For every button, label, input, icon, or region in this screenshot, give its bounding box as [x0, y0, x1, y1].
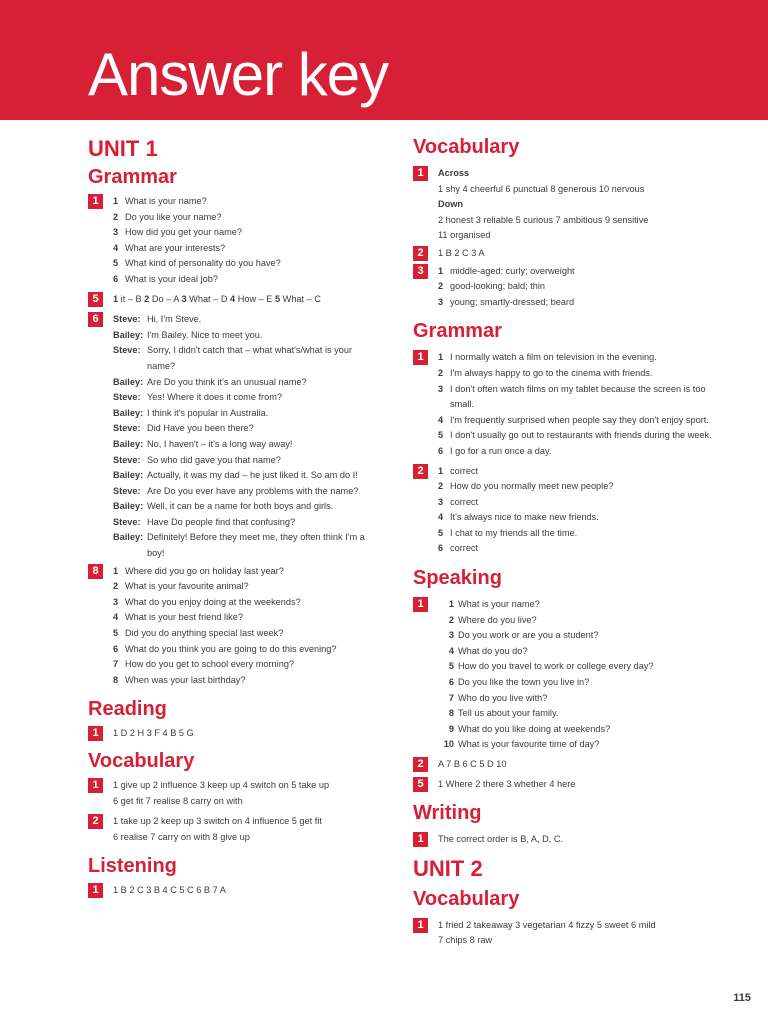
- item-text: I chat to my friends all the time.: [450, 527, 578, 538]
- answer-item: [113, 210, 378, 226]
- item-text: I don't usually go out to restaurants with friends during the week.: [450, 430, 712, 441]
- down-answers: 11 organised: [438, 230, 491, 241]
- exercise-number: 1: [413, 166, 428, 181]
- answer-item: [113, 194, 378, 210]
- answer-item: [438, 706, 713, 722]
- item-text: middle-aged; curly; overweight: [450, 265, 575, 276]
- dialogue-line: [113, 437, 378, 453]
- item-text: I normally watch a film on television in the evening.: [450, 352, 657, 363]
- speaker-name: Steve:: [113, 392, 141, 403]
- item-number: 5: [113, 628, 119, 639]
- item-number: 2: [438, 481, 444, 492]
- answer-item: [113, 564, 378, 580]
- item-text: What – D: [186, 293, 231, 304]
- unit-2-vocabulary-heading: Vocabulary: [413, 887, 520, 910]
- item-number: 4: [448, 645, 454, 656]
- speaker-name: Bailey:: [113, 376, 144, 387]
- exercise-number: 1: [88, 194, 103, 209]
- item-text: How do you get to school every morning?: [125, 659, 295, 670]
- exercise-number: 1: [88, 883, 103, 898]
- speaking-heading: Speaking: [413, 567, 502, 590]
- answer-item: [438, 526, 713, 542]
- answer-item: [438, 613, 713, 629]
- item-text: What do you think you are going to do this evening?: [125, 643, 337, 654]
- item-number: 4: [113, 242, 119, 253]
- grammar-exercise-8: [88, 564, 378, 689]
- speaker-name: Steve:: [113, 345, 141, 356]
- dialogue-line: [113, 390, 378, 406]
- dialogue-text: Are Do you think it's an unusual name?: [147, 376, 307, 387]
- answer-item: [438, 510, 713, 526]
- unit-1-heading: UNIT 1: [88, 136, 158, 161]
- down-label: Down: [438, 199, 464, 210]
- item-number: 3: [438, 296, 444, 307]
- answer-line: 6 realise 7 carry on with 8 give up: [113, 831, 250, 842]
- item-number: 1: [448, 599, 454, 610]
- answer-inline: 1 D 2 H 3 F 4 B 5 G: [113, 728, 194, 739]
- item-number: 3: [438, 496, 444, 507]
- down-answers: 2 honest 3 reliable 5 curious 7 ambitious 9 sensitive: [438, 214, 649, 225]
- item-text: I'm always happy to go to the cinema with friends.: [450, 367, 653, 378]
- item-text: What is your name?: [458, 599, 540, 610]
- item-number: 10: [443, 739, 454, 750]
- dialogue-text: Actually, it was my dad – he just liked it. So am do I!: [147, 470, 358, 481]
- answer-inline: 1 B 2 C 3 B 4 C 5 C 6 B 7 A: [113, 885, 226, 896]
- dialogue-line: [113, 499, 378, 515]
- speaker-name: Bailey:: [113, 501, 144, 512]
- answer-item: [438, 264, 713, 280]
- item-number: 1: [438, 265, 444, 276]
- answer-list: [113, 194, 378, 288]
- dialogue-text: So who did gave you that name?: [147, 454, 281, 465]
- item-number: 9: [448, 723, 454, 734]
- item-text: correct: [450, 496, 479, 507]
- item-text: What is your name?: [125, 196, 207, 206]
- answer-item: [438, 444, 713, 460]
- item-text: I go for a run once a day.: [450, 445, 552, 456]
- answer-inline: A 7 B 6 C 5 D 10: [438, 759, 507, 769]
- answer-list: [438, 264, 713, 311]
- dialogue-line: [113, 515, 378, 531]
- answer-list: [113, 564, 378, 689]
- item-number: 3: [181, 293, 187, 304]
- answer-line: 7 chips 8 raw: [438, 935, 493, 946]
- answer-item: [113, 626, 378, 642]
- vocabulary-heading-right: Vocabulary: [413, 136, 520, 158]
- item-text: How do you travel to work or college every day?: [458, 661, 654, 672]
- answer-item: [438, 691, 713, 707]
- exercise-number: 1: [413, 597, 428, 612]
- dialogue-line: [113, 484, 378, 500]
- item-text: How – E: [235, 293, 275, 304]
- grammar-exercise-1-right: [413, 350, 713, 459]
- dialogue-line: [113, 406, 378, 422]
- exercise-number: 6: [88, 312, 103, 327]
- exercise-number: 1: [88, 726, 103, 741]
- answer-item: [113, 610, 378, 626]
- answer-item: [438, 628, 713, 644]
- answer-item: [113, 595, 378, 611]
- listening-exercise-1: [88, 883, 378, 899]
- answer-item: [113, 225, 378, 241]
- item-text: Who do you live with?: [458, 692, 548, 703]
- writing-heading: Writing: [413, 802, 482, 825]
- exercise-number: 1: [413, 350, 428, 365]
- speaking-exercise-5: [413, 777, 713, 793]
- vocabulary-exercise-2-left: [88, 814, 378, 845]
- grammar-exercise-6: [88, 312, 378, 562]
- item-number: 2: [438, 281, 444, 292]
- speaker-name: Steve:: [113, 314, 141, 325]
- reading-heading: Reading: [88, 698, 167, 721]
- across-answers: 1 shy 4 cheerful 6 punctual 8 generous 10 nervous: [438, 183, 645, 194]
- exercise-number: 8: [88, 564, 103, 579]
- item-number: 2: [113, 211, 119, 222]
- item-number: 4: [438, 512, 444, 523]
- item-text: What do you like doing at weekends?: [458, 723, 611, 734]
- item-text: Do you like your name?: [125, 211, 222, 222]
- item-text: Where do you live?: [458, 614, 537, 625]
- item-text: I don't often watch films on my tablet because the screen is too small.: [450, 383, 706, 410]
- answer-item: [438, 659, 713, 675]
- answer-item: [113, 673, 378, 689]
- grammar-heading-right: Grammar: [413, 320, 502, 343]
- dialogue-text: I think it's popular in Australia.: [147, 407, 269, 418]
- title-banner: [0, 0, 768, 120]
- answer-inline: 1 B 2 C 3 A: [438, 247, 485, 258]
- dialogue-text: Did Have you been there?: [147, 423, 254, 434]
- item-text: What is your favourite time of day?: [458, 739, 600, 750]
- dialogue-line: [113, 530, 378, 561]
- answer-item: [438, 644, 713, 660]
- exercise-number: 2: [413, 464, 428, 479]
- dialogue-text: Are Do you ever have any problems with the name?: [147, 485, 359, 496]
- answer-item: [438, 737, 713, 753]
- item-number: 5: [438, 527, 444, 538]
- speaker-name: Steve:: [113, 485, 141, 496]
- item-number: 6: [438, 543, 444, 554]
- exercise-number: 5: [88, 292, 103, 307]
- answer-line: 1 fried 2 takeaway 3 vegetarian 4 fizzy 5 sweet 6 mild: [438, 919, 656, 930]
- left-column: [88, 132, 378, 901]
- item-text: What are your interests?: [125, 242, 226, 253]
- item-text: Do – A: [149, 293, 182, 304]
- dialogue-text: No, I haven't – it's a long way away!: [147, 438, 293, 449]
- speaker-name: Bailey:: [113, 407, 144, 418]
- speaker-name: Steve:: [113, 454, 141, 465]
- reading-exercise-1: [88, 726, 378, 742]
- answer-line: 6 get fit 7 realise 8 carry on with: [113, 795, 243, 806]
- answer-item: [113, 272, 378, 288]
- item-text: Where did you go on holiday last year?: [125, 565, 284, 576]
- item-text: correct: [450, 543, 479, 554]
- page-number: 115: [733, 992, 751, 1004]
- speaker-name: Steve:: [113, 516, 141, 527]
- answer-item: [438, 413, 713, 429]
- answer-item: [438, 479, 713, 495]
- dialogue-line: [113, 421, 378, 437]
- dialogue-text: Definitely! Before they meet me, they often think I'm a boy!: [147, 532, 365, 559]
- item-number: 7: [448, 692, 454, 703]
- dialogue-line: [113, 343, 378, 374]
- answer-item: [438, 722, 713, 738]
- answer-item: [438, 495, 713, 511]
- item-text: When was your last birthday?: [125, 674, 246, 685]
- item-number: 5: [113, 258, 119, 269]
- item-number: 1: [438, 465, 444, 476]
- item-number: 8: [448, 708, 454, 719]
- item-number: 7: [113, 659, 119, 670]
- answer-inline: [113, 292, 378, 308]
- item-text: Tell us about your family.: [458, 708, 559, 719]
- listening-heading: Listening: [88, 855, 177, 878]
- item-text: What kind of personality do you have?: [125, 258, 281, 269]
- answer-item: [438, 295, 713, 311]
- answer-item: [438, 279, 713, 295]
- item-text: correct: [450, 465, 479, 476]
- item-text: What is your best friend like?: [125, 612, 243, 623]
- grammar-exercise-2-right: [413, 464, 713, 558]
- item-text: What is your favourite animal?: [125, 581, 249, 592]
- item-text: good-looking; bald; thin: [450, 281, 546, 292]
- exercise-number: 1: [413, 832, 428, 847]
- item-text: Did you do anything special last week?: [125, 628, 284, 639]
- exercise-number: 5: [413, 777, 428, 792]
- item-number: 4: [230, 293, 236, 304]
- dialogue-text: Sorry, I didn't catch that – what what's/what is your name?: [147, 345, 353, 371]
- answer-item: [438, 428, 713, 444]
- writing-exercise-1: [413, 832, 713, 848]
- item-number: 3: [448, 630, 454, 641]
- grammar-heading: Grammar: [88, 166, 177, 188]
- answer-line: 1 give up 2 influence 3 keep up 4 switch on 5 take up: [113, 780, 330, 790]
- dialogue-line: [113, 328, 378, 344]
- answer-item: [438, 382, 713, 413]
- item-number: 5: [274, 293, 281, 304]
- item-text: Do you work or are you a student?: [458, 630, 599, 641]
- dialogue-text: Yes! Where it does it come from?: [147, 392, 282, 403]
- item-text: Do you like the town you live in?: [458, 677, 590, 688]
- item-text: What do you enjoy doing at the weekends?: [125, 596, 301, 607]
- unit-2-vocabulary-exercise-1: [413, 918, 713, 949]
- item-text: What – C: [280, 293, 321, 304]
- vocabulary-exercise-1-left: [88, 778, 378, 809]
- item-text: What do you do?: [458, 645, 528, 656]
- dialogue-text: Hi, I'm Steve.: [147, 314, 202, 325]
- grammar-exercise-1: [88, 194, 378, 288]
- answer-item: [113, 256, 378, 272]
- item-number: 8: [113, 674, 119, 685]
- item-number: 6: [113, 643, 119, 654]
- speaker-name: Bailey:: [113, 470, 144, 481]
- dialogue-line: [113, 468, 378, 484]
- item-number: 1: [438, 352, 444, 363]
- vocabulary-exercise-1-right: [413, 166, 713, 244]
- answer-item: [113, 579, 378, 595]
- item-number: 3: [113, 596, 119, 607]
- speaker-name: Steve:: [113, 423, 141, 434]
- speaker-name: Bailey:: [113, 329, 144, 340]
- dialogue-list: [113, 312, 378, 562]
- item-text: What is your ideal job?: [125, 273, 218, 284]
- exercise-number: 2: [413, 757, 428, 772]
- item-number: 1: [113, 196, 119, 206]
- dialogue-text: I'm Bailey. Nice to meet you.: [147, 329, 263, 340]
- answer-item: [438, 541, 713, 557]
- item-number: 6: [438, 445, 444, 456]
- answer-list: [438, 464, 713, 558]
- dialogue-text: Well, it can be a name for both boys and girls.: [147, 501, 334, 512]
- dialogue-line: [113, 453, 378, 469]
- answer-inline: The correct order is B, A, D, C.: [438, 834, 564, 845]
- item-number: 6: [113, 273, 119, 284]
- unit-2-heading: UNIT 2: [413, 855, 483, 881]
- item-text: How did you get your name?: [125, 227, 242, 238]
- answer-item: [438, 675, 713, 691]
- item-text: I'm frequently surprised when people say they don't enjoy sport.: [450, 414, 709, 425]
- answer-inline: 1 Where 2 there 3 whether 4 here: [438, 778, 576, 789]
- item-number: 6: [448, 677, 454, 688]
- exercise-number: 1: [88, 778, 103, 793]
- item-text: How do you normally meet new people?: [450, 481, 614, 492]
- dialogue-text: Have Do people find that confusing?: [147, 516, 296, 527]
- speaking-exercise-1: [413, 597, 713, 753]
- item-number: 1: [113, 565, 119, 576]
- speaker-name: Bailey:: [113, 532, 144, 543]
- exercise-number: 3: [413, 264, 428, 279]
- answer-item: [113, 657, 378, 673]
- item-text: young; smartly-dressed; beard: [450, 296, 575, 307]
- item-number: 3: [113, 227, 119, 238]
- item-number: 2: [113, 581, 119, 592]
- answer-item: [113, 642, 378, 658]
- exercise-number: 1: [413, 918, 428, 933]
- speaker-name: Bailey:: [113, 438, 144, 449]
- exercise-number: 2: [88, 814, 103, 829]
- answer-line: 1 take up 2 keep up 3 switch on 4 influence 5 get fit: [113, 816, 322, 827]
- item-number: 2: [438, 367, 444, 378]
- item-number: 4: [113, 612, 119, 623]
- exercise-number: 2: [413, 246, 428, 261]
- item-number: 2: [144, 293, 150, 304]
- speaking-exercise-2: [413, 757, 713, 773]
- item-text: It's always nice to make new friends.: [450, 512, 599, 523]
- answer-list: [438, 350, 713, 459]
- dialogue-line: [113, 375, 378, 391]
- answer-item: [438, 350, 713, 366]
- vocabulary-heading-left: Vocabulary: [88, 750, 195, 772]
- item-number: 4: [438, 414, 444, 425]
- answer-item: [113, 241, 378, 257]
- item-number: 5: [438, 430, 444, 441]
- item-text: it – B: [118, 293, 145, 304]
- across-label: Across: [438, 168, 470, 178]
- grammar-exercise-5: [88, 292, 378, 308]
- answer-item: [438, 464, 713, 480]
- answer-item: [438, 597, 713, 613]
- dialogue-line: [113, 312, 378, 328]
- item-number: 1: [113, 293, 119, 304]
- page-title: Answer key: [88, 41, 389, 108]
- answer-item: [438, 366, 713, 382]
- vocabulary-exercise-2-right: [413, 246, 713, 262]
- right-column: [413, 132, 713, 951]
- vocabulary-exercise-3-right: [413, 264, 713, 311]
- item-number: 3: [438, 383, 444, 394]
- item-number: 5: [448, 661, 454, 672]
- answer-list: [438, 597, 713, 753]
- item-number: 2: [448, 614, 454, 625]
